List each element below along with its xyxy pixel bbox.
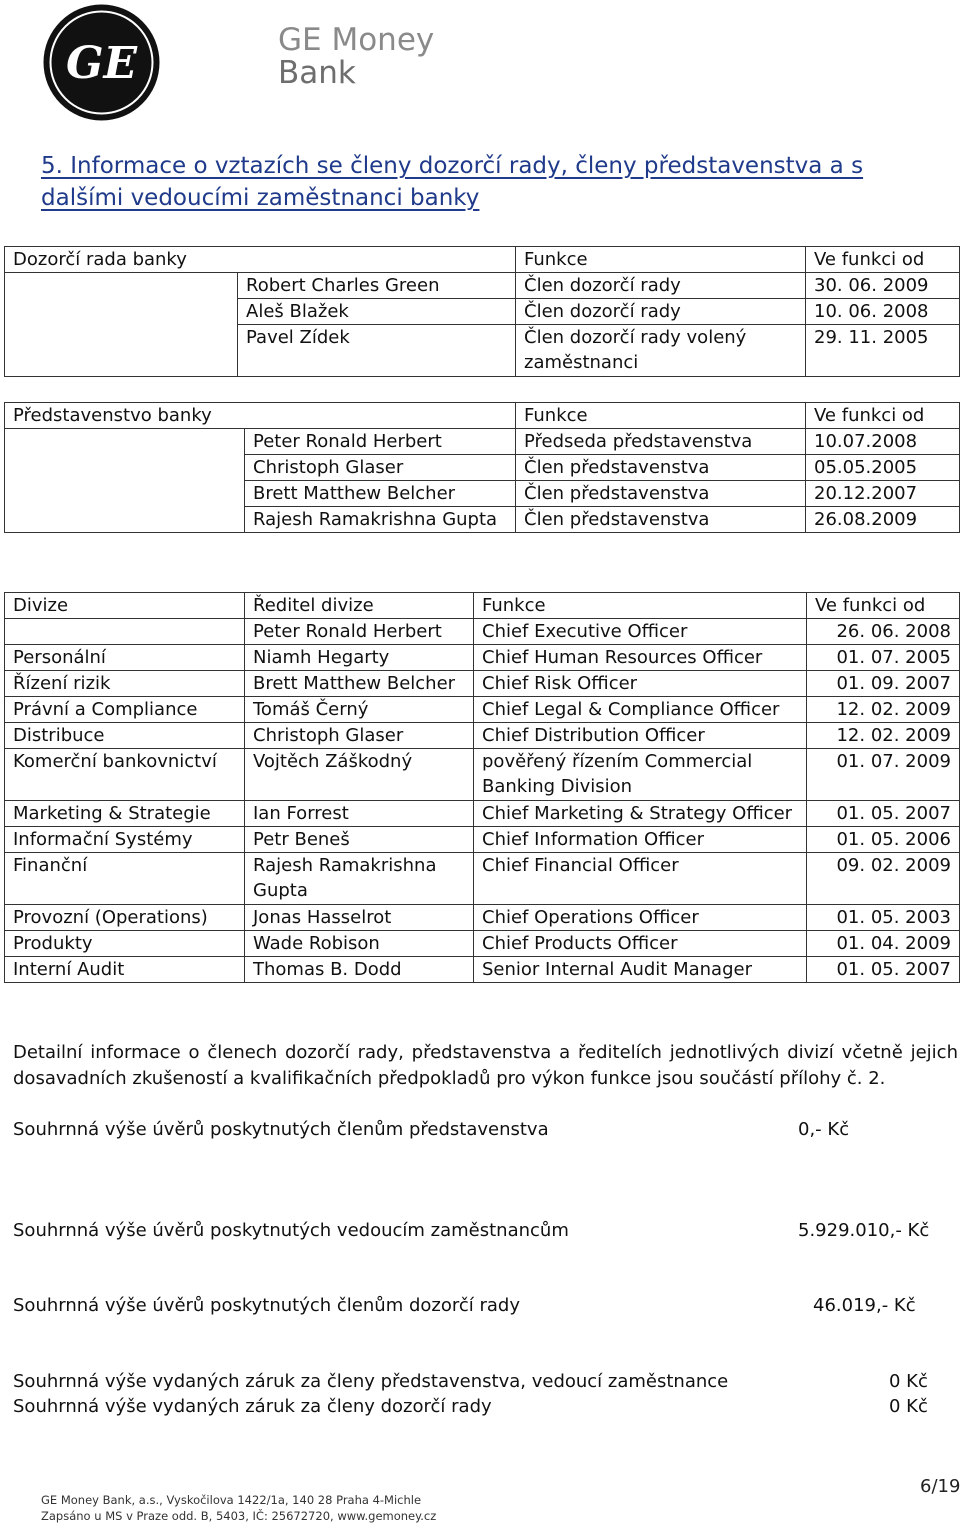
start-date: 01. 04. 2009 bbox=[807, 931, 960, 957]
director-name: Rajesh Ramakrishna Gupta bbox=[245, 853, 474, 905]
guarantee-label: Souhrnná výše vydaných záruk za členy dozorčí rady bbox=[13, 1396, 492, 1417]
loan-value: 0,- Kč bbox=[798, 1119, 850, 1140]
supervisory-board-table bbox=[4, 246, 960, 377]
start-date: 01. 05. 2003 bbox=[807, 905, 960, 931]
division-name: Produkty bbox=[5, 931, 245, 957]
division-name: Komerční bankovnictví bbox=[5, 749, 245, 801]
table-row bbox=[5, 645, 960, 671]
guarantee-value: 0 Kč bbox=[889, 1396, 928, 1417]
empty-cell bbox=[5, 429, 245, 533]
table-row bbox=[5, 429, 960, 455]
table-title: Dozorčí rada banky bbox=[5, 247, 516, 273]
loan-label: Souhrnná výše úvěrů poskytnutých členům dozorčí rady bbox=[13, 1295, 520, 1316]
col-funkce: Funkce bbox=[516, 403, 806, 429]
member-name: Christoph Glaser bbox=[245, 455, 516, 481]
division-name: Interní Audit bbox=[5, 957, 245, 983]
member-date: 10. 06. 2008 bbox=[806, 299, 960, 325]
member-role: Člen představenstva bbox=[516, 455, 806, 481]
table-row bbox=[5, 749, 960, 801]
start-date: 01. 07. 2009 bbox=[807, 749, 960, 801]
division-name bbox=[5, 619, 245, 645]
director-role: Chief Risk Officer bbox=[474, 671, 807, 697]
col-od: Ve funkci od bbox=[806, 247, 960, 273]
divisions-table bbox=[4, 592, 960, 983]
division-name: Právní a Compliance bbox=[5, 697, 245, 723]
director-role: Chief Information Officer bbox=[474, 827, 807, 853]
table-row bbox=[5, 801, 960, 827]
col-funkce: Funkce bbox=[516, 247, 806, 273]
loan-label: Souhrnná výše úvěrů poskytnutých členům představenstva bbox=[13, 1119, 549, 1140]
start-date: 12. 02. 2009 bbox=[807, 723, 960, 749]
member-role: Předseda představenstva bbox=[516, 429, 806, 455]
member-name: Aleš Blažek bbox=[238, 299, 516, 325]
ge-logo-icon bbox=[41, 2, 162, 123]
director-name: Ian Forrest bbox=[245, 801, 474, 827]
member-date: 05.05.2005 bbox=[806, 455, 960, 481]
director-role: Chief Operations Officer bbox=[474, 905, 807, 931]
brand-name bbox=[278, 24, 434, 90]
division-name: Provozní (Operations) bbox=[5, 905, 245, 931]
brand-line2: Bank bbox=[278, 55, 356, 91]
director-name: Christoph Glaser bbox=[245, 723, 474, 749]
table-row bbox=[5, 697, 960, 723]
division-name: Řízení rizik bbox=[5, 671, 245, 697]
col-funkce: Funkce bbox=[474, 593, 807, 619]
loan-value: 5.929.010,- Kč bbox=[798, 1220, 930, 1241]
loan-label: Souhrnná výše úvěrů poskytnutých vedoucím zaměstnancům bbox=[13, 1220, 569, 1241]
col-od: Ve funkci od bbox=[807, 593, 960, 619]
guarantee-value: 0 Kč bbox=[889, 1371, 928, 1392]
start-date: 01. 05. 2006 bbox=[807, 827, 960, 853]
table-row bbox=[5, 723, 960, 749]
member-name: Pavel Zídek bbox=[238, 325, 516, 377]
member-role: Člen dozorčí rady volený zaměstnanci bbox=[516, 325, 806, 377]
col-reditel: Ředitel divize bbox=[245, 593, 474, 619]
table-header bbox=[5, 247, 960, 273]
member-date: 29. 11. 2005 bbox=[806, 325, 960, 377]
director-name: Petr Beneš bbox=[245, 827, 474, 853]
footer-line1: GE Money Bank, a.s., Vyskočilova 1422/1a, 140 28 Praha 4-Michle bbox=[41, 1493, 422, 1507]
table-row bbox=[5, 671, 960, 697]
director-name: Vojtěch Záškodný bbox=[245, 749, 474, 801]
director-name: Wade Robison bbox=[245, 931, 474, 957]
director-role: Chief Legal & Compliance Officer bbox=[474, 697, 807, 723]
director-name: Peter Ronald Herbert bbox=[245, 619, 474, 645]
director-role: Chief Financial Officer bbox=[474, 853, 807, 905]
table-row bbox=[5, 957, 960, 983]
member-role: Člen představenstva bbox=[516, 481, 806, 507]
loan-value: 46.019,- Kč bbox=[813, 1295, 916, 1316]
table-row bbox=[5, 273, 960, 299]
start-date: 01. 09. 2007 bbox=[807, 671, 960, 697]
director-role: Chief Executive Officer bbox=[474, 619, 807, 645]
guarantee-label: Souhrnná výše vydaných záruk za členy představenstva, vedoucí zaměstnance bbox=[13, 1371, 729, 1392]
director-name: Jonas Hasselrot bbox=[245, 905, 474, 931]
member-name: Brett Matthew Belcher bbox=[245, 481, 516, 507]
footer-line2: Zapsáno u MS v Praze odd. B, 5403, IČ: 25672720, www.gemoney.cz bbox=[41, 1509, 437, 1523]
division-name: Distribuce bbox=[5, 723, 245, 749]
management-board-table bbox=[4, 402, 960, 533]
svg-text:GE: GE bbox=[65, 38, 138, 89]
table-header bbox=[5, 403, 960, 429]
director-role: Senior Internal Audit Manager bbox=[474, 957, 807, 983]
member-date: 30. 06. 2009 bbox=[806, 273, 960, 299]
division-name: Informační Systémy bbox=[5, 827, 245, 853]
division-name: Marketing & Strategie bbox=[5, 801, 245, 827]
footer bbox=[41, 1492, 436, 1524]
col-od: Ve funkci od bbox=[806, 403, 960, 429]
table-row bbox=[5, 827, 960, 853]
page-number: 6/19 bbox=[920, 1476, 960, 1497]
director-role: Chief Distribution Officer bbox=[474, 723, 807, 749]
director-role: Chief Human Resources Officer bbox=[474, 645, 807, 671]
table-row bbox=[5, 853, 960, 905]
member-name: Robert Charles Green bbox=[238, 273, 516, 299]
table-row bbox=[5, 905, 960, 931]
member-role: Člen představenstva bbox=[516, 507, 806, 533]
start-date: 01. 07. 2005 bbox=[807, 645, 960, 671]
start-date: 12. 02. 2009 bbox=[807, 697, 960, 723]
member-role: Člen dozorčí rady bbox=[516, 299, 806, 325]
member-date: 10.07.2008 bbox=[806, 429, 960, 455]
member-name: Peter Ronald Herbert bbox=[245, 429, 516, 455]
table-row bbox=[5, 619, 960, 645]
section-heading: 5. Informace o vztazích se členy dozorčí rady, členy představenstva a s dalšími vedoucími zaměstnanci banky bbox=[41, 153, 864, 211]
start-date: 01. 05. 2007 bbox=[807, 801, 960, 827]
start-date: 26. 06. 2008 bbox=[807, 619, 960, 645]
start-date: 09. 02. 2009 bbox=[807, 853, 960, 905]
director-name: Tomáš Černý bbox=[245, 697, 474, 723]
col-divize: Divize bbox=[5, 593, 245, 619]
division-name: Finanční bbox=[5, 853, 245, 905]
director-role: pověřený řízením Commercial Banking Division bbox=[474, 749, 807, 801]
member-name: Rajesh Ramakrishna Gupta bbox=[245, 507, 516, 533]
director-role: Chief Marketing & Strategy Officer bbox=[474, 801, 807, 827]
empty-cell bbox=[5, 273, 238, 377]
director-name: Niamh Hegarty bbox=[245, 645, 474, 671]
info-paragraph: Detailní informace o členech dozorčí rady, představenstva a ředitelích jednotlivých divizí včetně jejich dosavadních zkušeností a kvalifikačních předpokladů pro výkon funkce jsou součástí přílohy č. 2. bbox=[13, 1042, 958, 1089]
start-date: 01. 05. 2007 bbox=[807, 957, 960, 983]
table-header bbox=[5, 593, 960, 619]
director-role: Chief Products Officer bbox=[474, 931, 807, 957]
table-row bbox=[5, 931, 960, 957]
brand-line1: GE Money bbox=[278, 22, 435, 58]
table-title: Představenstvo banky bbox=[5, 403, 516, 429]
member-date: 20.12.2007 bbox=[806, 481, 960, 507]
division-name: Personální bbox=[5, 645, 245, 671]
member-role: Člen dozorčí rady bbox=[516, 273, 806, 299]
director-name: Brett Matthew Belcher bbox=[245, 671, 474, 697]
member-date: 26.08.2009 bbox=[806, 507, 960, 533]
director-name: Thomas B. Dodd bbox=[245, 957, 474, 983]
